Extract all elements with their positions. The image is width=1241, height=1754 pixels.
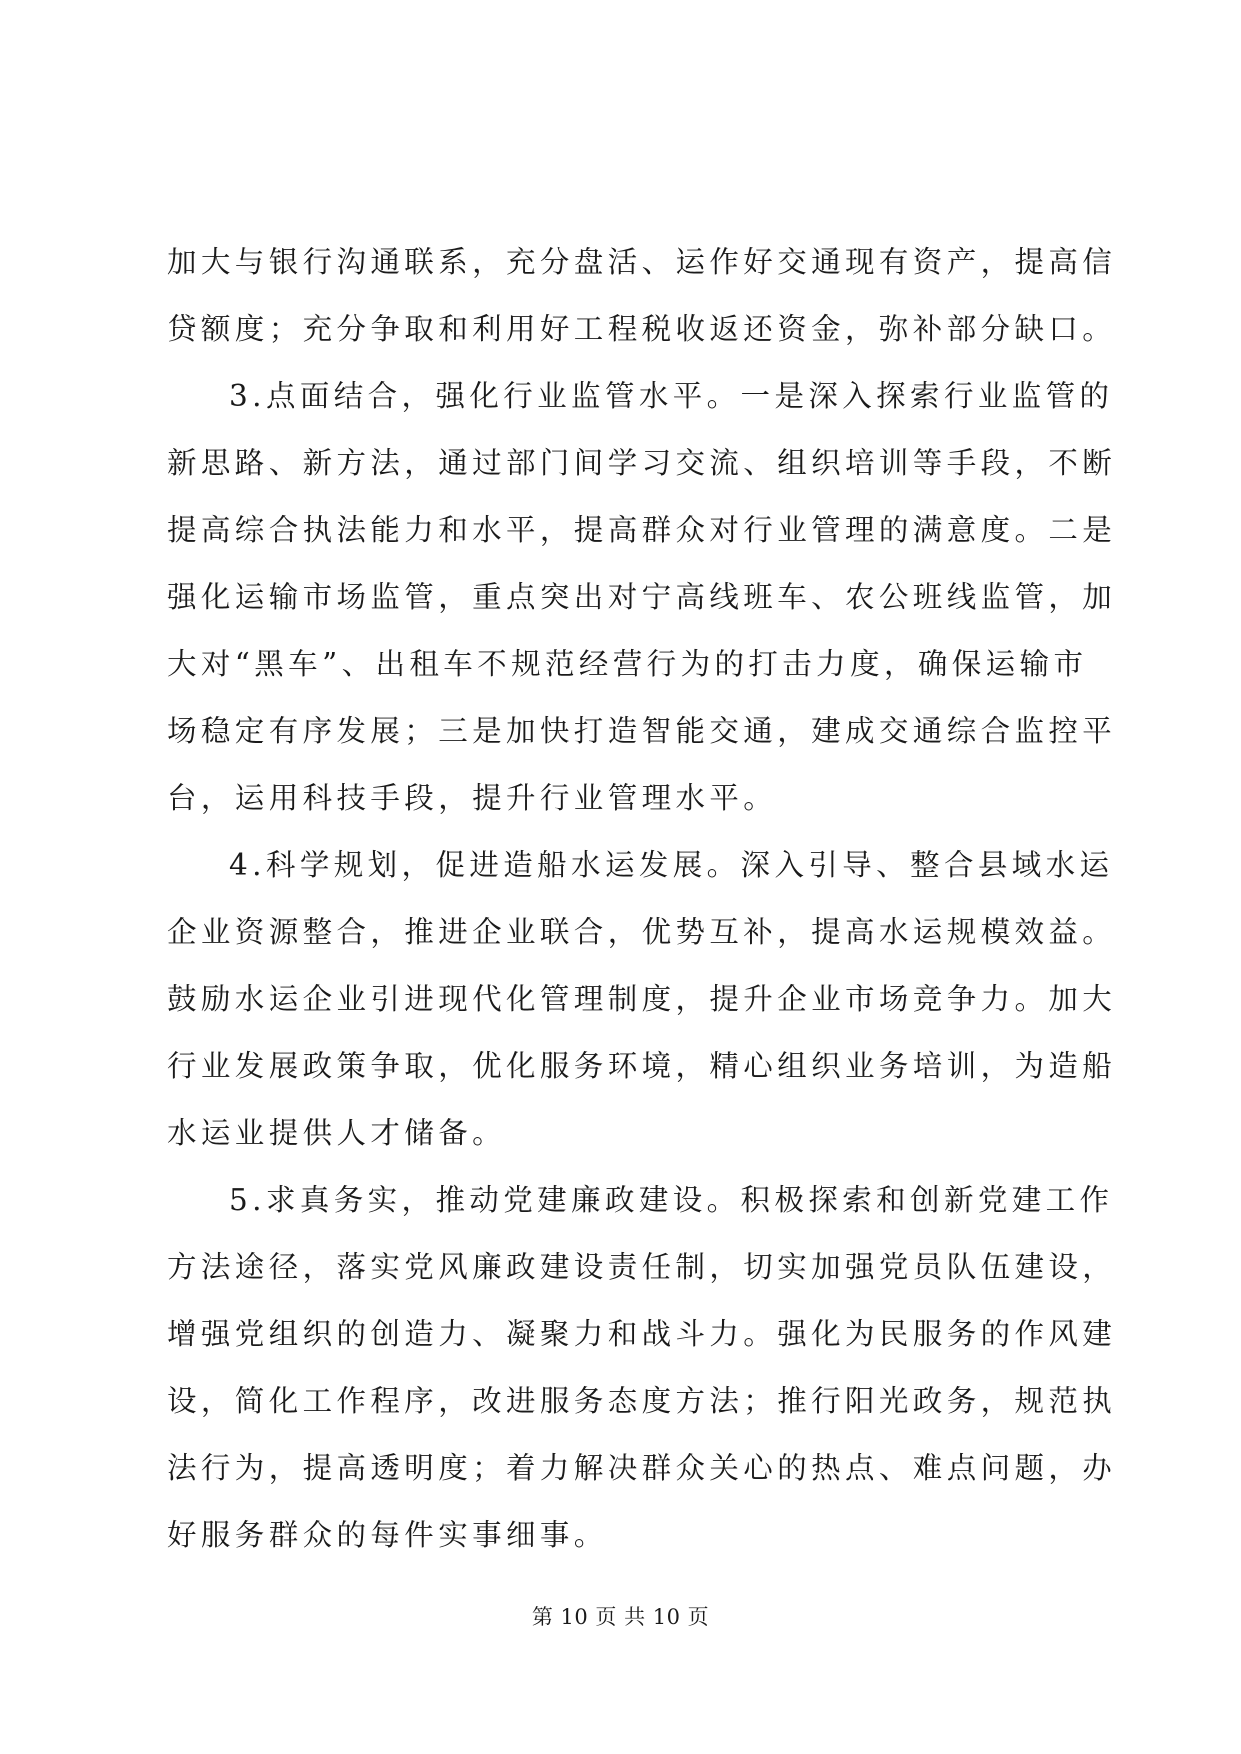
text-line: 4.科学规划，促进造船水运发展。深入引导、整合县域水运 bbox=[229, 848, 1114, 882]
paragraph-item-4 bbox=[167, 832, 1117, 1167]
text-line: 鼓励水运企业引进现代化管理制度，提升企业市场竞争力。加大 bbox=[167, 982, 1117, 1016]
paragraph-funding bbox=[167, 229, 1117, 363]
text-line: 新思路、新方法，通过部门间学习交流、组织培训等手段，不断 bbox=[167, 446, 1117, 480]
paragraph-item-5 bbox=[167, 1167, 1117, 1569]
text-line: 行业发展政策争取，优化服务环境，精心组织业务培训，为造船 bbox=[167, 1049, 1117, 1083]
page-number-footer: 第 10 页 共 10 页 bbox=[531, 1605, 710, 1629]
text-line: 提高综合执法能力和水平，提高群众对行业管理的满意度。二是 bbox=[167, 513, 1117, 547]
text-line: 大对“黑车”、出租车不规范经营行为的打击力度，确保运输市 bbox=[167, 647, 1088, 681]
text-line: 法行为，提高透明度；着力解决群众关心的热点、难点问题，办 bbox=[167, 1451, 1117, 1485]
text-line: 5.求真务实，推动党建廉政建设。积极探索和创新党建工作 bbox=[229, 1183, 1114, 1217]
text-line: 强化运输市场监管，重点突出对宁高线班车、农公班线监管，加 bbox=[167, 580, 1117, 614]
text-line: 企业资源整合，推进企业联合，优势互补，提高水运规模效益。 bbox=[167, 915, 1117, 949]
text-line: 水运业提供人才储备。 bbox=[167, 1116, 507, 1150]
text-line: 好服务群众的每件实事细事。 bbox=[167, 1518, 608, 1552]
text-line: 场稳定有序发展；三是加快打造智能交通，建成交通综合监控平 bbox=[167, 714, 1117, 748]
text-line: 贷额度；充分争取和利用好工程税收返还资金，弥补部分缺口。 bbox=[167, 312, 1117, 346]
paragraph-item-3 bbox=[167, 363, 1117, 832]
text-line: 设，简化工作程序，改进服务态度方法；推行阳光政务，规范执 bbox=[167, 1384, 1117, 1418]
text-line: 3.点面结合，强化行业监管水平。一是深入探索行业监管的 bbox=[229, 379, 1114, 413]
text-line: 台，运用科技手段，提升行业管理水平。 bbox=[167, 781, 778, 815]
text-line: 加大与银行沟通联系，充分盘活、运作好交通现有资产，提高信 bbox=[167, 245, 1117, 279]
text-line: 增强党组织的创造力、凝聚力和战斗力。强化为民服务的作风建 bbox=[167, 1317, 1117, 1351]
text-line: 方法途径，落实党风廉政建设责任制，切实加强党员队伍建设， bbox=[167, 1250, 1117, 1284]
body-text bbox=[167, 229, 1117, 1569]
